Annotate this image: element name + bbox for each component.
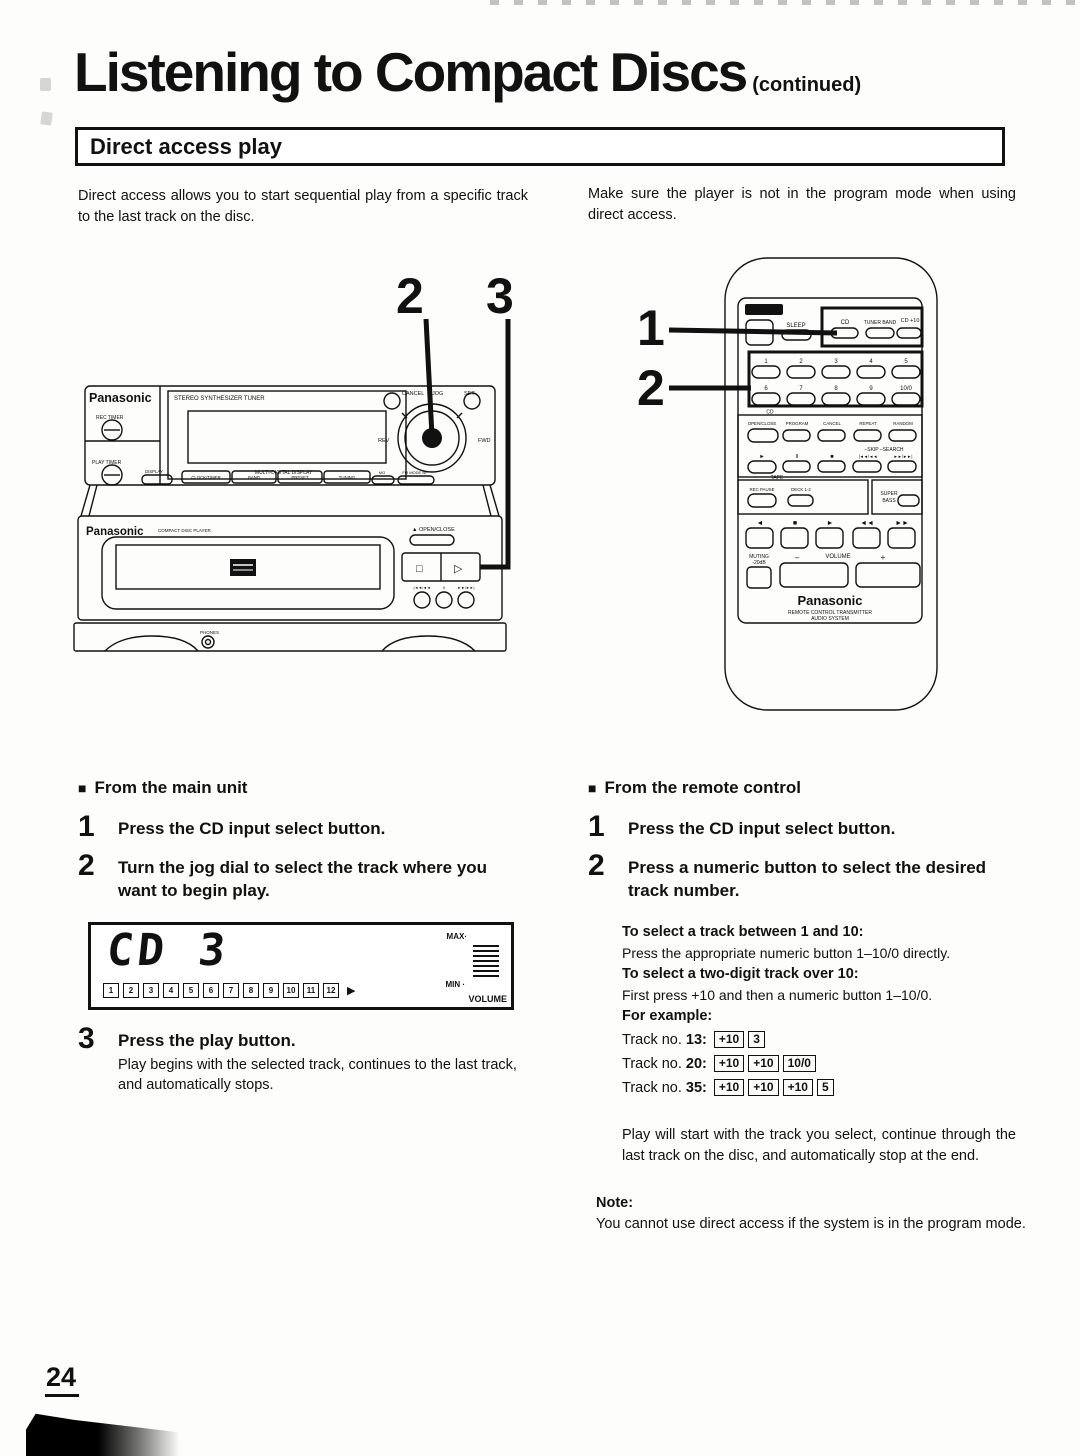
callout-1-line [669,330,837,333]
rev-label: REV [378,438,390,444]
page-title-text: Listening to Compact Discs [74,41,747,103]
tape-stop-glyph: ■ [792,520,798,527]
track-1: 1 [103,983,119,998]
num-8-button [822,393,850,405]
repeat-label: REPEAT [859,421,877,426]
tape-ff-button [888,528,915,548]
fm-mode-label: FM MODE BP [402,470,428,475]
intro-right: Make sure the player is not in the program mode when using direct access. [588,186,1016,223]
page-title [74,40,861,104]
track-11: 11 [303,983,319,998]
cd-player-brand: Panasonic [86,526,144,538]
scan-artifact [40,78,51,91]
remote-footer-1: REMOTE CONTROL TRANSMITTER [788,610,872,616]
remote-heading [588,778,1040,798]
keycap-plus10: +10 [714,1055,744,1072]
track-calendar [103,983,355,998]
tape-rew-button [853,528,880,548]
main-unit-diagram [60,253,530,698]
deck-button [788,495,813,506]
page-number: 24 [45,1362,79,1397]
random-button [889,430,916,441]
random-label: RANDOM [893,421,913,426]
pause-remote-button [783,461,810,472]
cancel-remote-label: CANCEL [823,421,841,426]
main-step-2 [78,849,548,902]
tape-ff-glyph: ►► [895,520,909,527]
section-header-text: Direct access play [90,134,283,159]
num-9-label: 9 [869,386,873,392]
stop-remote-glyph: ■ [830,454,834,460]
program-button [783,430,810,441]
callout-1-remote: 1 [637,300,665,356]
cd-player-label: COMPACT DISC PLAYER [158,528,211,533]
pause-label: II [442,586,446,590]
num-6-label: 6 [764,386,768,392]
track-8: 8 [243,983,259,998]
num-2-label: 2 [799,359,803,365]
jog-label: JOG [432,391,444,397]
phones-jack-hole [206,640,211,645]
track-2: 2 [123,983,139,998]
leg-left2 [89,485,97,516]
closing-paragraph: Play will start with the track you select, continue through the last track on the disc, and automatically stop at the end. [622,1127,1016,1164]
track-7: 7 [223,983,239,998]
main-step-3-num: 3 [78,1022,95,1055]
band-label: BAND [248,475,260,480]
num-9-button [857,393,885,405]
program-label: PROGRAM [785,421,809,426]
scan-noise-top [490,0,1080,5]
remote-diagram [625,250,965,720]
page-title-suffix: (continued) [752,74,862,96]
section-header-box [75,127,1005,166]
volume-down-button [780,563,848,587]
main-step-3-body: Play begins with the selected track, continues to the last track, and automatically stops. [118,1057,517,1093]
remote-brand: Panasonic [797,593,863,608]
volume-text-label: VOLUME [468,994,507,1004]
cd-group-label: CD [766,409,774,416]
callout-3-main: 3 [486,268,514,324]
main-step-1-title: Press the CD input select button. [118,819,386,838]
main-step-1-num: 1 [78,810,95,843]
volume-minus-label: – [794,553,800,562]
main-step-3 [78,1022,548,1095]
bullet-icon: ■ [78,780,87,796]
track-12: 12 [323,983,339,998]
num-8-label: 8 [834,386,838,392]
phones-jack [202,636,214,648]
tuner-band-label: TUNER BAND [863,320,897,326]
example-label: Track no. [622,1056,682,1072]
keycap-5: 5 [817,1079,834,1096]
leg-right2 [483,485,491,516]
remote-heading-text: From the remote control [604,778,801,797]
example-track-13 [622,1030,1040,1051]
remote-step-2 [588,849,1040,902]
remote-step-2-num: 2 [588,849,605,882]
track-4: 4 [163,983,179,998]
num-7-label: 7 [799,386,803,392]
remote-body [725,258,937,710]
num-2-button [787,366,815,378]
open-close-remote-label: OPEN/CLOSE [747,421,777,426]
track-3: 3 [143,983,159,998]
muting-db-label: -20dB [752,560,766,566]
example-track-20 [622,1054,1040,1075]
leg-right [490,485,499,516]
volume-bars [473,945,499,977]
set-label: SET [464,391,475,397]
display-readout: CD 3 [104,925,232,976]
main-step-2-title: Turn the jog dial to select the track where you want to begin play. [118,858,488,900]
main-step-2-num: 2 [78,849,95,882]
mo-button [372,476,394,484]
display-panel-diagram [88,922,514,1010]
example-label: Track no. [622,1032,682,1048]
tuner-display-frame [168,391,406,479]
tape-group-label: TAPE [770,475,784,481]
scan-artifact [40,111,53,125]
num-7-button [787,393,815,405]
volume-up-button [856,563,920,587]
muting-button [747,567,771,588]
skip-fwd-remote-button [888,461,916,472]
play-button-glyph: ▷ [454,563,463,575]
stop-button-glyph: □ [416,563,423,575]
main-unit-section [78,778,548,1108]
callout-2-main: 2 [396,268,424,324]
remote-step-1-num: 1 [588,810,605,843]
keycap-plus10: +10 [714,1079,744,1096]
num-10-label: 10/0 [900,386,912,392]
remote-section [588,778,1040,1235]
keycap-10-0: 10/0 [783,1055,816,1072]
skip-fwd-remote-glyph: ►►/►►| [893,454,913,459]
skip-back-remote-button [853,461,881,472]
cd-label: CD [840,320,850,326]
num-3-button [822,366,850,378]
stop-remote-button [818,461,845,472]
note-label: Note: [596,1195,634,1211]
open-close-button [410,535,454,545]
tape-rew-glyph: ◄◄ [860,520,874,527]
deck-label: DECK 1-2 [791,487,811,492]
num-5-button [892,366,920,378]
callout-2-line [426,319,432,436]
jog-dial-knob [422,428,442,448]
num-4-label: 4 [869,359,873,365]
example-label: Track no. [622,1080,682,1096]
bullet-icon: ■ [588,780,597,796]
mo-label: MO [378,470,386,475]
pause-remote-glyph: II [795,454,799,460]
muting-label: MUTING [749,554,769,560]
fwd-label: FWD [478,438,491,444]
sub2-text: First press +10 and then a numeric button 1–10/0. [622,987,933,1003]
preset-label: PRESET [291,475,309,480]
skip-back-remote-glyph: |◄◄/◄◄ [858,454,878,459]
play-remote-glyph: ► [759,454,765,460]
remote-footer-2: AUDIO SYSTEM [811,616,849,622]
num-3-label: 3 [834,359,838,365]
example-track-35 [622,1078,1040,1099]
keycap-3: 3 [748,1031,765,1048]
tuner-panel-label: STEREO SYNTHESIZER TUNER [174,396,265,402]
rec-pause-button [748,494,776,507]
example-number: 35: [685,1080,707,1096]
super-bass-label-1: SUPER [880,491,898,497]
super-bass-button [898,495,919,506]
volume-plus-label: + [880,553,886,562]
input-select-frame [822,308,922,346]
skip-search-label: –SKIP –SEARCH [864,447,904,453]
note-block [596,1193,1040,1235]
track-10: 10 [283,983,299,998]
skip-back-button [414,592,430,608]
pause-button [436,592,452,608]
num-1-button [752,366,780,378]
tuner-band-button [866,328,894,338]
phones-label: PHONES [200,630,220,635]
tape-rev-button [746,528,773,548]
cancel-knob [384,393,400,409]
keycap-plus10: +10 [783,1079,813,1096]
open-close-label: ▲ OPEN/CLOSE [412,527,455,533]
keycap-plus10: +10 [748,1079,778,1096]
skip-back-label: |◄◄/◄◄ [413,586,431,590]
volume-max-label: MAX· [446,932,467,941]
intro-left: Direct access allows you to start sequential play from a specific track to the last track on the disc. [78,188,528,225]
display-button-label: DISPLAY [145,469,163,474]
num-5-label: 5 [904,359,908,365]
sub2-bold: To select a two-digit track over 10: [622,966,859,982]
tape-stop-button [781,528,808,548]
tape-play-button [816,528,843,548]
rec-pause-label: REC PAUSE [749,487,775,492]
remote-step-1-title: Press the CD input select button. [628,819,896,838]
tuner-brand: Panasonic [89,391,152,405]
sleep-label: SLEEP [786,323,806,329]
repeat-button [854,430,881,441]
fm-mode-button [398,476,434,484]
volume-label: VOLUME [825,554,851,560]
rec-timer-label: REC TIMER [96,415,124,421]
play-indicator-icon: ▶ [347,985,356,997]
track-5: 5 [183,983,199,998]
clock-timer-label: CLOCK/TIMER [191,475,221,480]
remote-step-1 [588,810,1040,843]
volume-min-label: MIN · [445,980,465,989]
cancel-label: CANCEL [402,391,425,397]
note-text: You cannot use direct access if the system is in the program mode. [596,1216,1026,1232]
main-step-3-title: Press the play button. [118,1031,296,1050]
foot-right [382,636,475,651]
super-bass-label-2: BASS [882,498,896,504]
open-close-remote-button [748,429,778,442]
example-number: 13: [685,1032,707,1048]
example-number: 20: [685,1056,707,1072]
tape-group [738,480,868,514]
sub1-text: Press the appropriate numeric button 1–10/0 directly. [622,945,951,961]
foot-left [105,636,198,651]
main-unit-heading-text: From the main unit [94,778,248,797]
super-bass-box [872,480,922,514]
num-6-button [752,393,780,405]
leg-left [81,485,90,516]
track-select-instructions [622,922,1040,1099]
cancel-remote-button [818,430,845,441]
multi-digital-display-label: MULTI-DIGITAL DISPLAY [255,470,313,476]
cd-plus10-label: CD +10 [900,318,920,324]
tuning-label: TUNING [338,475,356,480]
num-1-label: 1 [764,359,768,365]
track-6: 6 [203,983,219,998]
tuner-display-window [188,411,386,463]
keycap-plus10: +10 [748,1055,778,1072]
option-label: OPTION [751,307,777,315]
skip-fwd-button [458,592,474,608]
play-timer-label: PLAY TIMER [92,460,122,466]
main-unit-heading [78,778,548,798]
callout-2-remote: 2 [637,360,665,416]
tape-rev-glyph: ◄ [756,520,764,527]
sub1-bold: To select a track between 1 and 10: [622,924,864,940]
example-heading: For example: [622,1008,713,1024]
keycap-plus10: +10 [714,1031,744,1048]
remote-step-2-title: Press a numeric button to select the desired track number. [628,858,987,900]
track-9: 9 [263,983,279,998]
play-remote-button [748,461,776,473]
scan-smudge [26,1412,186,1456]
num-4-button [857,366,885,378]
main-step-1 [78,810,548,843]
cd-plus10-button [897,328,921,338]
tape-play-glyph: ► [826,520,834,527]
skip-fwd-label: ►►/►►| [457,586,475,590]
num-10-button [892,393,920,405]
cd-logo [230,559,256,576]
